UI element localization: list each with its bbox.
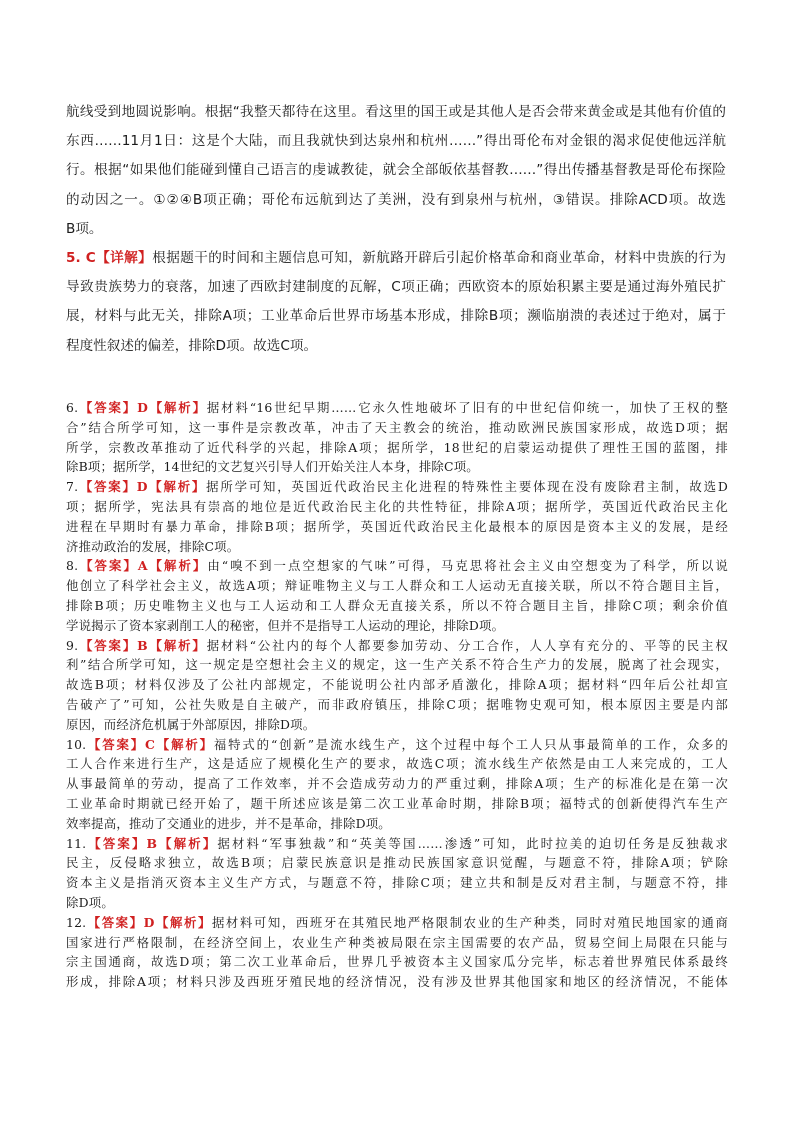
answer-line: 形成，排除A项；材料只涉及西班牙殖民地的经济情况，没有涉及世界其他国家和地区的经济情况，不能体 (66, 974, 728, 990)
answer-block-serif (66, 398, 728, 992)
answer-item (66, 636, 728, 735)
answer-line: 原因，而经济危机属于外部原因，排除D项。 (66, 716, 316, 732)
answer-item (66, 735, 728, 834)
q4-line: 东西……11月1日：这是个大陆，而且我就快到达泉州和杭州……”得出哥伦布对金银的渴求促使他远洋航 (66, 133, 726, 150)
answer-line-text: 据材料“军事独裁”和“英美等国……渗透”可知，此时拉美的迫切任务是反独裁求 (217, 835, 728, 851)
answer-line: 故选B项；材料仅涉及了公社内部规定，不能说明公社内部矛盾激化，排除A项；据材料“四年后公社却宣 (66, 677, 728, 693)
q5-explanation (66, 244, 726, 361)
q4-line: 行。根据“如果他们能碰到懂自己语言的虔诚教徒，就会全部皈依基督教……”得出传播基督教是哥伦布探险 (66, 162, 726, 179)
answer-marker: 【答案】B【解析】 (78, 637, 207, 653)
answer-line-text: 据材料“16世纪早期……它永久性地破坏了旧有的中世纪信仰统一，加快了王权的整 (206, 400, 728, 415)
answer-line: 排除B项；历史唯物主义也与工人运动和工人群众无直接关系，所以不符合题目主旨，排除C项；剩余价值 (66, 597, 728, 613)
answer-line: 利”结合所学可知，这一规定是空想社会主义的规定，这一生产关系不符合生产力的发展，脱离了社会现实， (66, 657, 728, 673)
answer-line (66, 913, 728, 933)
answer-line: 学说揭示了资本家剥削工人的秘密，但并不是指导工人运动的理论，排除D项。 (66, 617, 505, 633)
answer-line: 民主，反侵略求独立，故选B项；启蒙民族意识是推动民族国家意识觉醒，与题意不符，排除A项；铲除 (66, 855, 728, 871)
answer-line-text: 据材料“公社内的每个人都要参加劳动、分工合作，人人享有充分的、平等的民主权 (206, 637, 728, 653)
answer-marker: 【答案】C【解析】 (86, 736, 214, 752)
answer-line (66, 735, 728, 755)
answer-number: 6. (66, 400, 79, 415)
answer-marker: 【答案】A【解析】 (78, 558, 208, 574)
answer-line: 除D项。 (66, 894, 114, 910)
q4-line: 航线受到地圆说影响。根据“我整天都待在这里。看这里的国王或是其他人是否会带来黄金或是其他有价值的 (66, 104, 726, 120)
answer-item (66, 556, 728, 635)
answer-line: 所学，宗教改革推动了近代科学的兴起，排除A项；据所学，18世纪的启蒙运动提供了理性王国的蓝图，排 (66, 439, 728, 455)
answer-block-sans (66, 98, 726, 361)
answer-line: 国家进行严格限制，在经济空间上，农业生产种类被局限在宗主国需要的农产品，贸易空间上局限在只能与 (66, 934, 728, 950)
q5-line-text: 根据题干的时间和主题信息可知，新航路开辟后引起价格革命和商业革命，材料中贵族的行为 (152, 250, 726, 267)
answer-number: 8. (66, 558, 79, 574)
answer-number: 10. (66, 736, 87, 752)
answer-number: 9. (66, 637, 79, 653)
answer-line (66, 477, 728, 497)
answer-line: 资本主义是指消灭资本主义生产方式，与题意不符，排除C项；建立共和制是反对君主制，与题意不符，排 (66, 875, 728, 891)
q5-label: 5. C【详解】 (66, 250, 153, 267)
answer-line: 除B项；据所学，14世纪的文艺复兴引导人们开始关注人本身，排除C项。 (66, 459, 479, 475)
q5-line: 程度性叙述的偏差，排除D项。故选C项。 (66, 337, 318, 354)
answer-line: 项；据所学，宪法具有崇高的地位是近代政治民主化的共性特征，排除A项；据所学，英国近代政治民主化 (66, 498, 728, 514)
answer-line: 从事最简单的劳动，提高了工作效率，并不会造成劳动力的严重过剩，排除A项；生产的标准化是在第一次 (66, 776, 728, 792)
answer-line (66, 556, 728, 576)
q4-line: B项。 (66, 220, 103, 237)
answer-line (66, 398, 728, 418)
answer-line: 工人合作来进行生产，这是适应了规模化生产的要求，故选C项；流水线生产依然是由工人来完成的，工人 (66, 756, 728, 772)
answer-item (66, 477, 728, 556)
q4-line: 的动因之一。①②④B项正确；哥伦布远航到达了美洲，没有到泉州与杭州，③错误。排除ACD项。故选 (66, 191, 726, 208)
answer-line: 宗主国通商，故选D项；第二次工业革命后，世界几乎被资本主义国家瓜分完毕，标志着世界殖民体系最终 (66, 954, 728, 970)
answer-line (66, 636, 728, 656)
answer-number: 11. (66, 835, 87, 851)
answer-line: 合”结合所学可知，这一事件是宗教改革，冲击了天主教会的统治，推动欧洲民族国家形成，故选D项；据 (66, 419, 728, 435)
answer-line: 济推动政治的发展，排除C项。 (66, 538, 240, 554)
answer-number: 7. (66, 479, 79, 495)
q5-line: 导致贵族势力的衰落，加速了西欧封建制度的瓦解，C项正确；西欧资本的原始积累主要是通过海外殖民扩 (66, 279, 726, 296)
q5-line (66, 244, 726, 273)
answer-marker: 【答案】D【解析】 (86, 914, 212, 930)
answer-item (66, 913, 728, 992)
answer-line-text: 据所学可知，英国近代政治民主化进程的特殊性主要体现在没有废除君主制，故选D (206, 479, 728, 495)
answer-line: 工业革命时期就已经开始了，题干所述应该是第二次工业革命时期，排除B项；福特式的创新使得汽车生产 (66, 795, 728, 811)
answer-line-text: 福特式的“创新”是流水线生产，这个过程中每个工人只从事最简单的工作，众多的 (213, 736, 728, 752)
answer-line-text: 由“嗅不到一点空想家的气味”可得，马克思将社会主义由空想变为了科学，所以说 (207, 558, 728, 574)
answer-line: 他创立了科学社会主义，故选A项；辩证唯物主义与工人群众和工人运动无直接关联，所以不符合题目主旨， (66, 578, 728, 594)
answer-line-text: 据材料可知，西班牙在其殖民地严格限制农业的生产种类，同时对殖民地国家的通商 (211, 914, 728, 930)
answer-item (66, 398, 728, 477)
answer-marker: 【答案】D【解析】 (78, 400, 207, 415)
q5-line: 展，材料与此无关，排除A项；工业革命后世界市场基本形成，排除B项；濒临崩溃的表述过于绝对，属于 (66, 308, 726, 325)
answer-number: 12. (66, 914, 87, 930)
answer-item (66, 834, 728, 913)
answer-marker: 【答案】B【解析】 (86, 835, 218, 851)
answer-line (66, 834, 728, 854)
answer-line: 告破产了”可知，公社失败是自主破产，而非政府镇压，排除C项；据唯物史观可知，根本原因主要是内部 (66, 696, 728, 712)
answer-line: 进程在早期时有暴力革命，排除B项；据所学，英国近代政治民主化最根本的原因是资本主义的发展，是经 (66, 518, 728, 534)
q4-explanation (66, 98, 726, 244)
answer-marker: 【答案】D【解析】 (78, 479, 207, 495)
answer-line: 效率提高，推动了交通业的进步，并不是革命，排除D项。 (66, 815, 391, 831)
